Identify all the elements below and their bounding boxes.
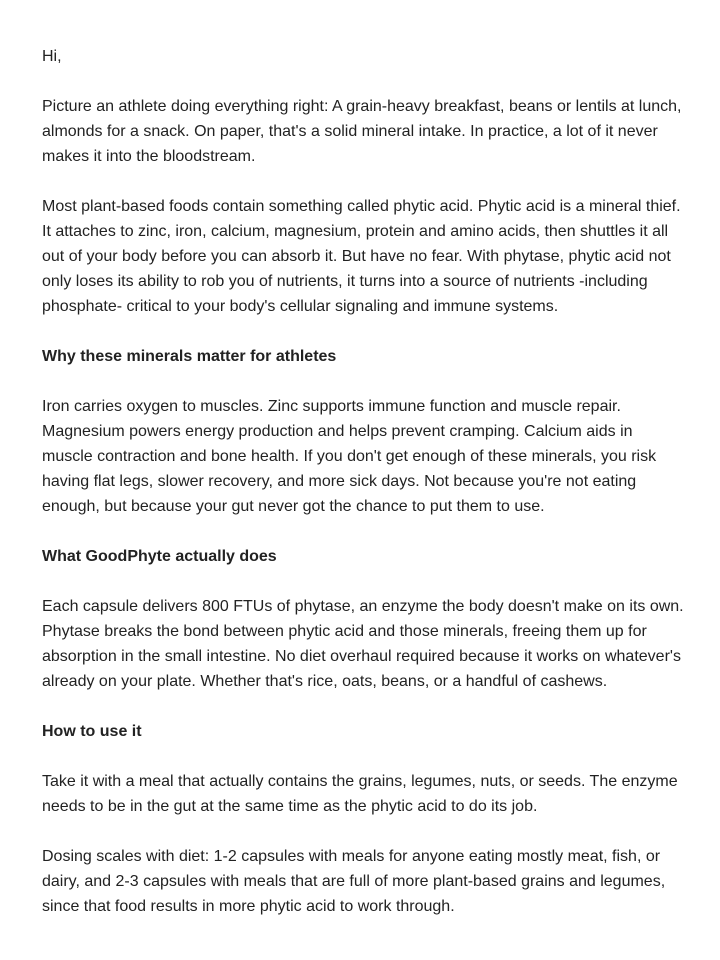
heading-what-goodphyte-does: What GoodPhyte actually does [42,548,277,565]
how-to-use-paragraph: Take it with a meal that actually contains the grains, legumes, nuts, or seeds. The enzyme needs to be in the gut at the same time as the phytic acid to do its job. [42,773,678,815]
intro-paragraph: Picture an athlete doing everything right: A grain-heavy breakfast, beans or lentils at lunch, almonds for a snack. On paper, that's a solid mineral intake. In practice, a lot of it never makes it into the bloodstream. [42,98,682,165]
dosing-paragraph: Dosing scales with diet: 1-2 capsules with meals for anyone eating mostly meat, fish, or dairy, and 2-3 capsules with meals that are full of more plant-based grains and legumes, since that food results in more phytic acid to work through. [42,848,666,915]
heading-why-minerals-matter: Why these minerals matter for athletes [42,348,337,365]
heading-how-to-use: How to use it [42,723,142,740]
greeting: Hi, [42,48,62,65]
goodphyte-paragraph: Each capsule delivers 800 FTUs of phytase, an enzyme the body doesn't make on its own. Phytase breaks the bond between phytic acid and those minerals, freeing them up for absorption in the small intestine. No diet overhaul required because it works on whatever's already on your plate. Whether that's rice, oats, beans, or a handful of cashews. [42,598,684,690]
why-minerals-paragraph: Iron carries oxygen to muscles. Zinc supports immune function and muscle repair. Magnesium powers energy production and helps prevent cramping. Calcium aids in muscle contraction and bone health. If you don't get enough of these minerals, you risk having flat legs, slower recovery, and more sick days. Not because you're not eating enough, but because your gut never got the chance to put them to use. [42,398,657,515]
phytic-acid-paragraph: Most plant-based foods contain something called phytic acid. Phytic acid is a mineral thief. It attaches to zinc, iron, calcium, magnesium, protein and amino acids, then shuttles it all out of your body before you can absorb it. But have no fear. With phytase, phytic acid not only loses its ability to rob you of nutrients, it turns into a source of nutrients -including phosphate- critical to your body's cellular signaling and immune systems. [42,198,681,315]
